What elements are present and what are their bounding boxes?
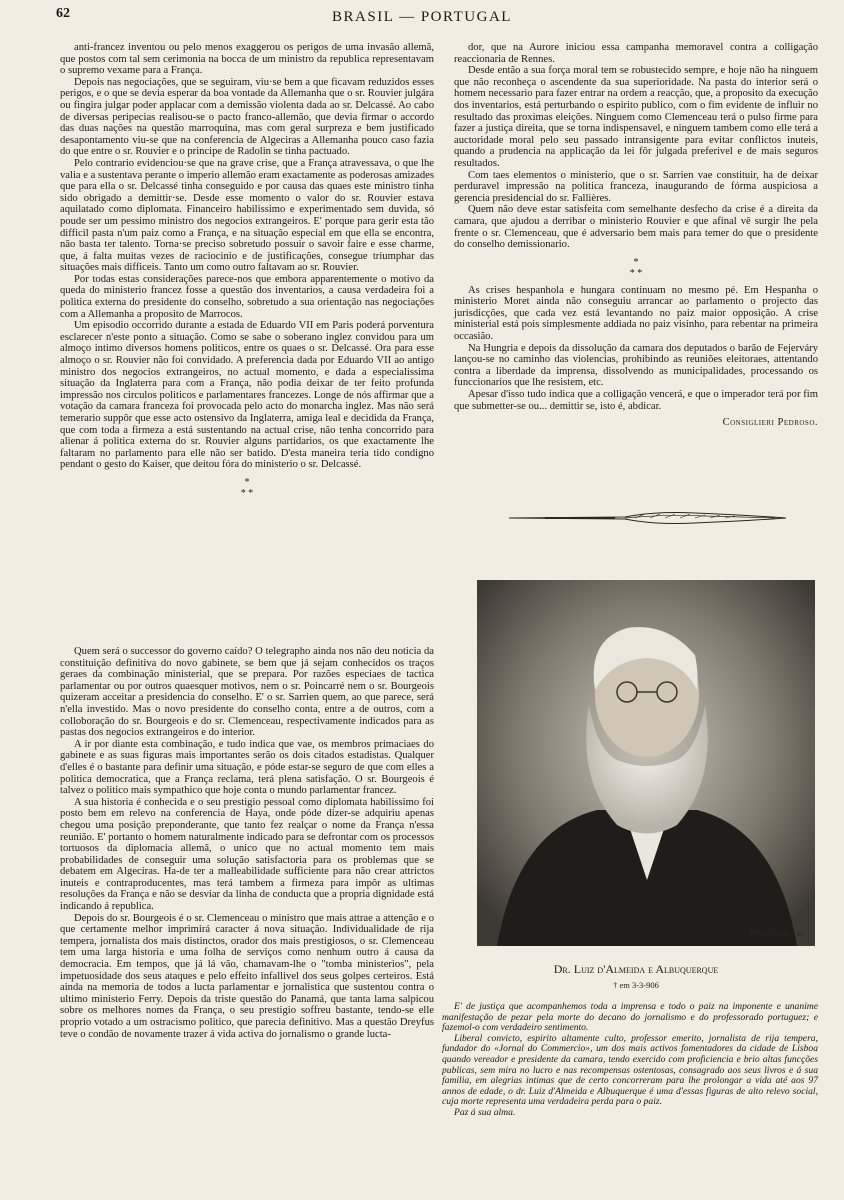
paragraph: E' de justiça que acompanhemos toda a imprensa e todo o paiz na imponente e unanime manifestação de pezar pela morte do decano do jornalismo e do professorado portuguez; e fazemol-o com verdadeiro sentimento. — [442, 1001, 818, 1034]
paragraph: Por todas estas considerações parece-nos que embora apparentemente o motivo da queda do ministerio francez fosse a questão dos inventarios, a causa verdadeira foi a politica externa do presidente do conselho, sobretudo a sua orientação nas negociações com a Allemanha a proposito de Marrocos. — [60, 273, 434, 320]
running-title: BRASIL — PORTUGAL — [332, 9, 512, 25]
section-asterism — [454, 257, 818, 279]
page-number: 62 — [56, 6, 70, 21]
paragraph: Um episodio occorrido durante a estada de Eduardo VII em Paris poderá porventura esclarecer n'este ponto a situação. Como se sabe o soberano inglez convidou para um almoço intimo diversos homens politicos, entre os quaes o sr. Delcassé. Ora para esse almoço o sr. Rouvier não foi convidado. A preferencia dada por Eduardo VII ao antigo ministro dos negocios extrangeiros, no actual momento, e dada a especialissima situação da Inglaterra para com a França, não podia deixar de ter feito profunda impressão nos circulos politicos e parlamentares francezes. Longe de nós affirmar que a votação da camara franceza foi provocada pelo acto do monarcha inglez. Mas não será temerario suppôr que esse acto ostensivo da Inglaterra, amiga leal e decidida da França, que com toda a firmeza a está sustentando na actual crise, não tenha concorrido para alienar á politica externa do sr. Rouvier alguns partidarios, os que exactamente lhe faltaram no parlamento para elle não ser batido. D'esta maneira teria tido condigno pendant o gesto do Kaiser, que deitou fóra do ministerio o sr. Delcassé. — [60, 320, 434, 471]
portrait-engraving — [477, 580, 815, 946]
paragraph: A sua historia é conhecida e o seu prestigio pessoal como diplomata habilissimo foi posto bem em relevo na conferencia de Haya, onde póde dizer-se adquiriu apenas chegou uma posição preponderante, que tanto fez realçar o nome da França n'essa reunião. E' portanto o homem naturalmente indicado para se defrontar com os processos tortuosos da diplomacia allemã, o unico que no actual momento tem mais probabilidades de conseguir uma solução satisfactoria para os problemas que se debatem em Algeciras. Ha-de ter a malleabilidade sufficiente para não crear attrictos inuteis e contraproducentes, mas terá tambem a firmeza para impôr as ultimas resoluções da França e não se desviar da linha de conducta que a propria dignidade está indicando á republica. — [60, 796, 434, 913]
portrait-caption-death-date: † em 3-3-906 — [613, 980, 659, 990]
section-asterism — [60, 477, 434, 499]
article-column-left-bottom — [60, 646, 434, 1040]
asterism-star: * — [633, 256, 639, 268]
obituary-tribute — [442, 1002, 818, 1119]
paragraph: Quem será o successor do governo caído? O telegrapho ainda nos não deu noticia da constituição definitiva do novo gabinete, se bem que já sejam conhecidos os traços geraes da combinação ministerial, que se prepara. Por razões especiaes de tactica parlamentar ou por outros quaesquer motivos, nem o sr. Poincarré nem o sr. Bourgeois quizeram acceitar a presidencia do conselho. E' o sr. Sarrien quem, ao que parece, será n'ella investido. Mas o novo presidente do conselho conta, entre a de outros, com a colloboração do sr. Bourgeois e do sr. Clemenceau, respectivamente indicados para as pastas dos negocios extrangeiros e do interior. — [60, 646, 434, 739]
portrait-caption-name: Dr. Luiz d'Almeida e Albuquerque — [553, 962, 719, 976]
paragraph: Liberal convicto, espirito altamente culto, professor emerito, jornalista de rija tempera, fundador do «Jornal do Commercio», um dos mais activos fomentadores da cidade de Lisboa quando vereador e presidente da camara, tendo exercido com proficiencia e brio altas funcções publicas, sem mira no lucro e nas recompensas ostentosas, consagrado aos seus livros e á sua familia, em alegrias intimas que de certo concorreram para lhe prolongar a vida até aos 97 annos de edade, o dr. Luiz d'Almeida e Albuquerque é uma d'essas figuras de alto relevo social, cuja morte representa uma verdadeira perda para o paiz. — [442, 1032, 818, 1108]
paragraph: Com taes elementos o ministerio, que o sr. Sarrien vae constituir, ha de deixar perduravel impressão na politica franceza, inaugurando de fórma auspiciosa a gerencia presidencial do sr. Fallières. — [454, 169, 818, 204]
paragraph: Depois do sr. Bourgeois é o sr. Clemenceau o ministro que mais attrae a attenção e o que certamente melhor imprimirá caracter á nova situação. Individualidade de rija tempera, jornalista dos mais distinctos, orador dos mais prestigiosos, o sr. Clemenceau tem uma larga historia e uma folha de serviços como nenhum outro á causa da democracia. Em tempos, que já lá vão, chamavam-lhe o "tomba ministerios", pela impetuosidade dos seus ataques e pelo effeito infallivel dos seus golpes certeiros. Está ainda na memoria de todos a lucta parlamentar e jornalistica que sustentou contra o ultimo ministerio Ferry. Depois da triste questão do Panamá, que tanta lama salpicou sobre os melhores nomes da França, o seu prestigio soffreu bastante, tendo-se elle proprio votado a um ostracismo politico, que parecia definitivo. Mas a questão Dreyfus teve o condão de novamente trazer á vida activa do jornalismo o grande lucta- — [60, 912, 434, 1040]
paragraph: As crises hespanhola e hungara continuam no mesmo pé. Em Hespanha o ministerio Moret ainda não conseguiu arrancar ao parlamento o projecto das jurisdicções, que cada vez está levantando no paiz maior opposição. A crise ministerial está pois simplesmente addiada no paiz visinho, para rebentar na primeira occasião. — [454, 284, 818, 343]
asterism-stars: * * — [629, 267, 643, 279]
author-signature: Consiglieri Pedroso. — [722, 417, 818, 429]
quill-pen-ornament — [505, 507, 790, 529]
paragraph: dor, que na Aurore iniciou essa campanha memoravel contra a colligação reaccionaria de Rennes. — [454, 42, 818, 65]
paragraph: Quem não deve estar satisfeita com semelhante desfecho da crise é a direita da camara, que ajudou a derribar o ministerio Rouvier e que afinal vê surgir lhe pela frente o sr. Clemenceau, que é adversario bem mais para temer do que o presidente do conselho demissionario. — [454, 204, 818, 251]
paragraph: A ir por diante esta combinação, e tudo indica que vae, os membros primaciaes do gabinete e as suas figuras mais importantes serão os dois citados estadistas. Qualquer d'elles é o bastante para definir uma situação, e póde estar-se seguro de que com elles a politica democratica, que a França reclama, terá plena satisfação. O sr. Bourgeois é talvez o politico mais sympathico que hoje conta o mundo parlamentar francez. — [60, 738, 434, 797]
portrait-image — [477, 580, 815, 946]
article-column-right — [454, 42, 818, 429]
paragraph: anti-francez inventou ou pelo menos exaggerou os perigos de uma invasão allemã, que postos com tal sem cerimonia na bocca de um ministro da republica representavam o supremo vexame para a França. — [60, 42, 434, 77]
paragraph: Desde então a sua força moral tem se robustecido sempre, e hoje não ha ninguem que não reconheça o ascendente da sua superioridade. Na pasta do interior será o homem necessario para fazer entrar na ordem a reacção, que, a proposito da execução dos inventarios, está perturbando o espirito publico, com o fim evidente de influir no resultado das proximas eleições. Ninguem como Clemenceau terá o pulso firme para fazer a justiça direita, que se torna indispensavel, e ninguem tambem como elle terá a auctoridade moral pelo seu passado intransigente para evitar conflictos inuteis, quando a prudencia na applicação da lei fôr julgada preferivel e de mais seguros resultados. — [454, 65, 818, 169]
paragraph: Pelo contrario evidenciou·se que na grave crise, que a França atravessava, o que lhe valia e a sustentava perante o imperio allemão eram exactamente as poderosas amizades que para ella o sr. Delcassé tinha conseguido e por causa das quaes este ministro tinha sido obrigado a demittir·se. Desde esse momento o valor do sr. Rouvier estava aquilatado como diplomata. Financeiro habilissimo e experimentado sem duvida, só poude ser um pessimo ministro dos negocios extrangeiros. E' porque para gerir esta tão difficil pasta n'um paiz como a França, e na situação especial em que ella se encontra, não basta ter talento. Torna·se preciso sobretudo possuir o savoir faire e esse charme, que, á falta muitas vezes de raciocinio e de justificações, consegue triumphar das situações mais difficeis. Tanto um como outro faltavam ao sr. Rouvier. — [60, 157, 434, 274]
asterism-star: * — [244, 476, 250, 488]
paragraph: Apesar d'isso tudo indica que a colligação vencerá, e que o imperador terá por fim que submetter-se ou... demittir se, isto é, abdicar. — [454, 389, 818, 412]
paragraph: Na Hungria e depois da dissolução da camara dos deputados o barão de Fejerváry lançou-se no caminho das violencias, prohibindo as reuniões eleitoraes, attentando contra a liberdade da imprensa, dissolvendo as municipalidades, processando os funccionarios que lhe resistem, etc. — [454, 342, 818, 389]
paragraph: Depois nas negociações, que se seguiram, viu·se bem a que ficavam reduzidos esses perigos, e o que se devia esperar da boa vontade da Allemanha que o sr. Rouvier julgára ou fingira julgar poder applacar com a demissão violenta dada ao sr. Delcassé. Ao cabo de diversas peripecias realisou-se o pacto franco-allemão, que devia firmar o accordo das duas nações na questão marroquina, mas com geral surpreza e bem justificado desapontamento viu-se que na conferencia de Algeciras a Allemanha pouco caso fazia do que entre o sr. Rouvier e o principe de Radolin se tinha pactuado. — [60, 76, 434, 158]
engraver-signature: Pitta vinha sc — [750, 929, 805, 938]
asterism-stars: * * — [240, 487, 254, 499]
paragraph: Paz á sua alma. — [454, 1106, 516, 1118]
article-column-left-top — [60, 42, 434, 505]
